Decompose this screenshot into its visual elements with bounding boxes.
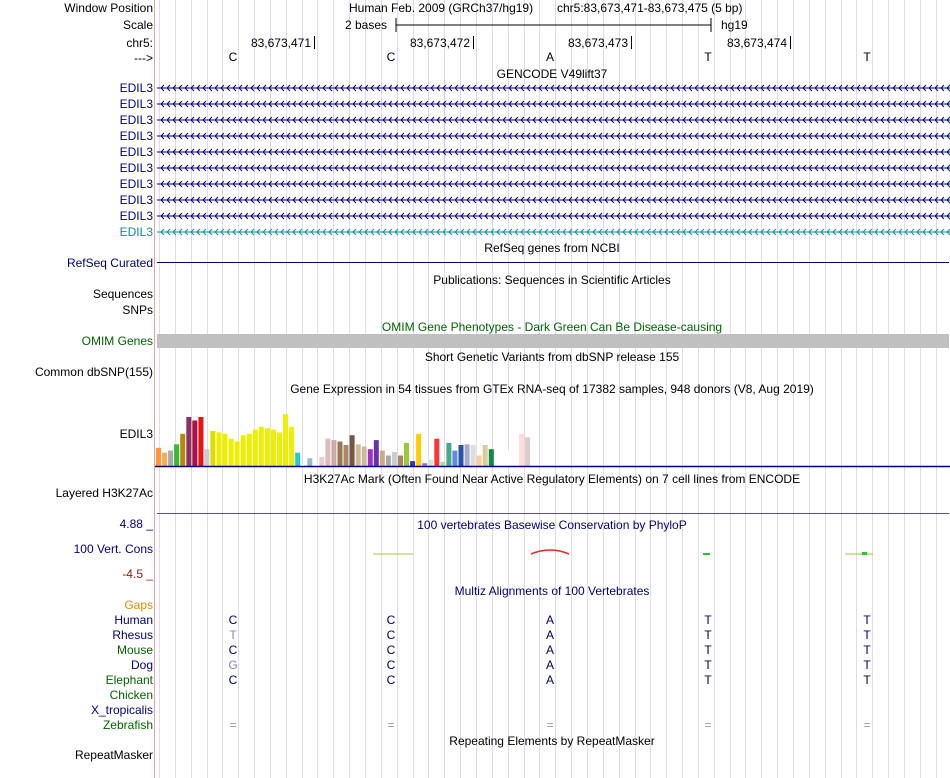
gtex-tissue-bar[interactable] (259, 427, 264, 466)
gtex-tissue-bar[interactable] (525, 437, 530, 466)
gtex-tissue-bar[interactable] (404, 443, 409, 466)
gencode-transcript[interactable] (155, 114, 950, 126)
snps-label[interactable]: SNPs (122, 303, 153, 317)
gtex-tissue-bar[interactable] (392, 452, 397, 466)
gencode-transcript[interactable] (155, 178, 950, 190)
gtex-tissue-bar[interactable] (422, 463, 427, 466)
alignment-base: C (386, 643, 396, 657)
reference-base: C (386, 50, 396, 64)
gtex-tissue-bar[interactable] (350, 435, 355, 466)
scale-bar (0, 0, 950, 40)
phylop-mark-4 (862, 552, 867, 555)
gtex-tissue-bar[interactable] (283, 414, 288, 466)
db-label: hg19 (721, 18, 748, 32)
gtex-tissue-bar[interactable] (410, 461, 415, 466)
gtex-tissue-bar[interactable] (235, 442, 240, 467)
gtex-tissue-bar[interactable] (277, 432, 282, 466)
gtex-tissue-bar[interactable] (501, 442, 506, 467)
gtex-tissue-bar[interactable] (174, 444, 179, 466)
gtex-tissue-bar[interactable] (253, 430, 258, 466)
coordinate-tick-label: 83,673,472 (409, 36, 470, 50)
publications-title[interactable]: Publications: Sequences in Scientific Articles (433, 273, 671, 287)
phylop-label[interactable]: 100 Vert. Cons (73, 542, 153, 556)
gtex-tissue-bar[interactable] (295, 453, 300, 466)
gtex-tissue-bar[interactable] (374, 440, 379, 466)
alignment-base: T (704, 658, 712, 672)
gtex-tissue-bar[interactable] (162, 453, 167, 466)
alignment-base: A (545, 643, 555, 657)
gtex-tissue-bar[interactable] (271, 430, 276, 466)
gencode-gene-label[interactable]: EDIL3 (119, 225, 153, 239)
gencode-gene-label[interactable]: EDIL3 (119, 209, 153, 223)
gencode-transcript[interactable] (155, 146, 950, 158)
phylop-max-label: 4.88 _ (119, 517, 153, 531)
alignment-base: C (228, 673, 238, 687)
dbsnp-label[interactable]: Common dbSNP(155) (34, 365, 153, 379)
gtex-tissue-bar[interactable] (428, 460, 433, 466)
alignment-base: A (545, 658, 555, 672)
phylop-title[interactable]: 100 vertebrates Basewise Conservation by PhyloP (417, 518, 687, 532)
omim-label[interactable]: OMIM Genes (81, 334, 153, 348)
gtex-tissue-bar[interactable] (229, 439, 234, 466)
alignment-base: G (228, 658, 238, 672)
alignment-base: C (386, 658, 396, 672)
gtex-tissue-bar[interactable] (380, 451, 385, 466)
gencode-gene-label[interactable]: EDIL3 (119, 145, 153, 159)
gencode-transcript[interactable] (155, 82, 950, 94)
strand-label: ---> (134, 51, 153, 65)
alignment-base: C (386, 628, 396, 642)
gtex-tissue-bar[interactable] (507, 451, 512, 466)
alignment-base: = (863, 718, 871, 732)
alignment-base: T (704, 643, 712, 657)
refseq-label[interactable]: RefSeq Curated (66, 256, 153, 270)
chrom-label: chr5: (126, 36, 153, 50)
gtex-tissue-bar[interactable] (319, 457, 324, 466)
h3k27ac-label[interactable]: Layered H3K27Ac (55, 486, 153, 500)
gtex-tissue-bar[interactable] (156, 448, 161, 466)
gtex-tissue-bar[interactable] (325, 439, 330, 466)
gtex-tissue-bar[interactable] (416, 434, 421, 466)
species-label[interactable]: Mouse (116, 643, 153, 657)
gencode-transcript[interactable] (155, 194, 950, 206)
phylop-peak-a (531, 550, 569, 554)
alignment-base: A (545, 613, 555, 627)
gencode-gene-label[interactable]: EDIL3 (119, 97, 153, 111)
gtex-tissue-bar[interactable] (223, 434, 228, 466)
window-position-label: Window Position (64, 1, 153, 15)
reference-base: C (228, 50, 238, 64)
phylop-min-label: -4.5 _ (122, 567, 153, 581)
reference-base: T (863, 50, 871, 64)
gencode-gene-label[interactable]: EDIL3 (119, 161, 153, 175)
species-label[interactable]: Rhesus (112, 628, 153, 642)
gtex-tissue-bar[interactable] (440, 462, 445, 466)
alignment-base: C (386, 613, 396, 627)
dbsnp-title[interactable]: Short Genetic Variants from dbSNP release 155 (424, 350, 680, 364)
gtex-tissue-bar[interactable] (198, 417, 203, 466)
gtex-tissue-bar[interactable] (331, 440, 336, 466)
gtex-tissue-bar[interactable] (180, 434, 185, 466)
omim-phenotype-bar[interactable] (157, 334, 949, 348)
species-label[interactable]: Dog (130, 658, 153, 672)
coordinate-tick (314, 36, 315, 49)
gtex-tissue-bar[interactable] (434, 439, 439, 466)
gtex-title[interactable]: Gene Expression in 54 tissues from GTEx RNA-seq of 17382 samples, 948 donors (V8, Aug 2019) (290, 382, 814, 396)
gtex-tissue-bar[interactable] (307, 458, 312, 466)
position-text: chr5:83,673,471-83,673,475 (5 bp) (557, 1, 743, 15)
gencode-gene-label[interactable]: EDIL3 (119, 81, 153, 95)
gtex-tissue-bar[interactable] (459, 445, 464, 466)
alignment-base: T (704, 673, 712, 687)
coordinate-tick-label: 83,673,473 (567, 36, 628, 50)
alignment-base: T (863, 643, 871, 657)
alignment-base: = (546, 718, 554, 732)
alignment-base: T (704, 628, 712, 642)
alignment-base: C (386, 673, 396, 687)
alignment-base: T (863, 613, 871, 627)
gtex-tissue-bar[interactable] (495, 456, 500, 467)
gtex-tissue-bar[interactable] (168, 451, 173, 466)
alignment-base: T (863, 673, 871, 687)
reference-base: A (545, 50, 555, 64)
coordinate-tick-label: 83,673,474 (726, 36, 787, 50)
gencode-transcript[interactable] (155, 210, 950, 222)
gtex-tissue-bar[interactable] (247, 434, 252, 466)
alignment-base: = (387, 718, 395, 732)
gtex-tissue-bar[interactable] (368, 449, 373, 466)
gtex-tissue-bar[interactable] (519, 434, 524, 466)
gtex-expression-chart[interactable] (155, 396, 950, 468)
species-label[interactable]: Elephant (105, 673, 153, 687)
species-label[interactable]: Zebrafish (102, 718, 153, 732)
alignment-base: = (229, 718, 237, 732)
gtex-tissue-bar[interactable] (338, 442, 343, 467)
gtex-tissue-bar[interactable] (452, 451, 457, 466)
gtex-tissue-bar[interactable] (477, 456, 482, 467)
coordinate-tick (631, 36, 632, 49)
alignment-base: A (545, 628, 555, 642)
gencode-transcript[interactable] (155, 226, 950, 238)
repeatmasker-title[interactable]: Repeating Elements by RepeatMasker (449, 734, 655, 748)
sequences-label[interactable]: Sequences (92, 287, 153, 301)
alignment-base: C (228, 613, 238, 627)
gtex-tissue-bar[interactable] (513, 449, 518, 466)
coordinate-tick (473, 36, 474, 49)
gtex-tissue-bar[interactable] (204, 449, 209, 466)
gencode-gene-label[interactable]: EDIL3 (119, 129, 153, 143)
alignment-base: T (863, 658, 871, 672)
gtex-tissue-bar[interactable] (483, 445, 488, 466)
refseq-title[interactable]: RefSeq genes from NCBI (484, 241, 620, 255)
refseq-gene-line[interactable] (157, 262, 949, 263)
scale-text: 2 bases (345, 18, 388, 32)
gtex-tissue-bar[interactable] (344, 445, 349, 466)
h3k27ac-baseline (157, 513, 949, 514)
multiz-title[interactable]: Multiz Alignments of 100 Vertebrates (454, 584, 650, 598)
gtex-tissue-bar[interactable] (471, 445, 476, 466)
species-label[interactable]: Human (114, 613, 153, 627)
gaps-label[interactable]: Gaps (124, 598, 153, 612)
species-label[interactable]: Chicken (109, 688, 153, 702)
gtex-tissue-bar[interactable] (210, 431, 215, 466)
alignment-base: C (228, 643, 238, 657)
gtex-tissue-bar[interactable] (386, 456, 391, 467)
coordinate-tick-label: 83,673,471 (250, 36, 311, 50)
gencode-transcript[interactable] (155, 98, 950, 110)
phylop-signal[interactable] (155, 540, 950, 560)
gtex-tissue-bar[interactable] (362, 446, 367, 466)
gtex-tissue-bar[interactable] (241, 435, 246, 466)
gtex-tissue-bar[interactable] (465, 444, 470, 466)
scale-label: Scale (122, 18, 153, 32)
gtex-tissue-bar[interactable] (217, 432, 222, 466)
gencode-gene-label[interactable]: EDIL3 (119, 177, 153, 191)
gtex-tissue-bar[interactable] (289, 427, 294, 466)
gtex-tissue-bar[interactable] (356, 444, 361, 466)
gtex-tissue-bar[interactable] (489, 449, 494, 466)
alignment-base: A (545, 673, 555, 687)
reference-base: T (704, 50, 712, 64)
alignment-base: = (704, 718, 712, 732)
assembly-text: Human Feb. 2009 (GRCh37/hg19) (349, 1, 534, 15)
gencode-gene-label[interactable]: EDIL3 (119, 113, 153, 127)
gtex-tissue-bar[interactable] (446, 443, 451, 466)
gencode-gene-label[interactable]: EDIL3 (119, 193, 153, 207)
gencode-transcript[interactable] (155, 162, 950, 174)
repeatmasker-label[interactable]: RepeatMasker (74, 748, 153, 762)
gtex-tissue-bar[interactable] (265, 428, 270, 466)
gtex-tissue-bar[interactable] (192, 421, 197, 467)
alignment-base: T (229, 628, 237, 642)
omim-title[interactable]: OMIM Gene Phenotypes - Dark Green Can Be Disease-causing (381, 320, 723, 334)
alignment-base: T (863, 628, 871, 642)
gtex-label[interactable]: EDIL3 (119, 427, 153, 441)
gencode-title[interactable]: GENCODE V49lift37 (496, 67, 608, 81)
gtex-tissue-bar[interactable] (186, 417, 191, 466)
gtex-tissue-bar[interactable] (398, 456, 403, 467)
gencode-transcript[interactable] (155, 130, 950, 142)
alignment-base: T (704, 613, 712, 627)
coordinate-tick (790, 36, 791, 49)
species-label[interactable]: X_tropicalis (90, 703, 153, 717)
h3k27ac-title[interactable]: H3K27Ac Mark (Often Found Near Active Regulatory Elements) on 7 cell lines from ENCODE (303, 472, 801, 486)
